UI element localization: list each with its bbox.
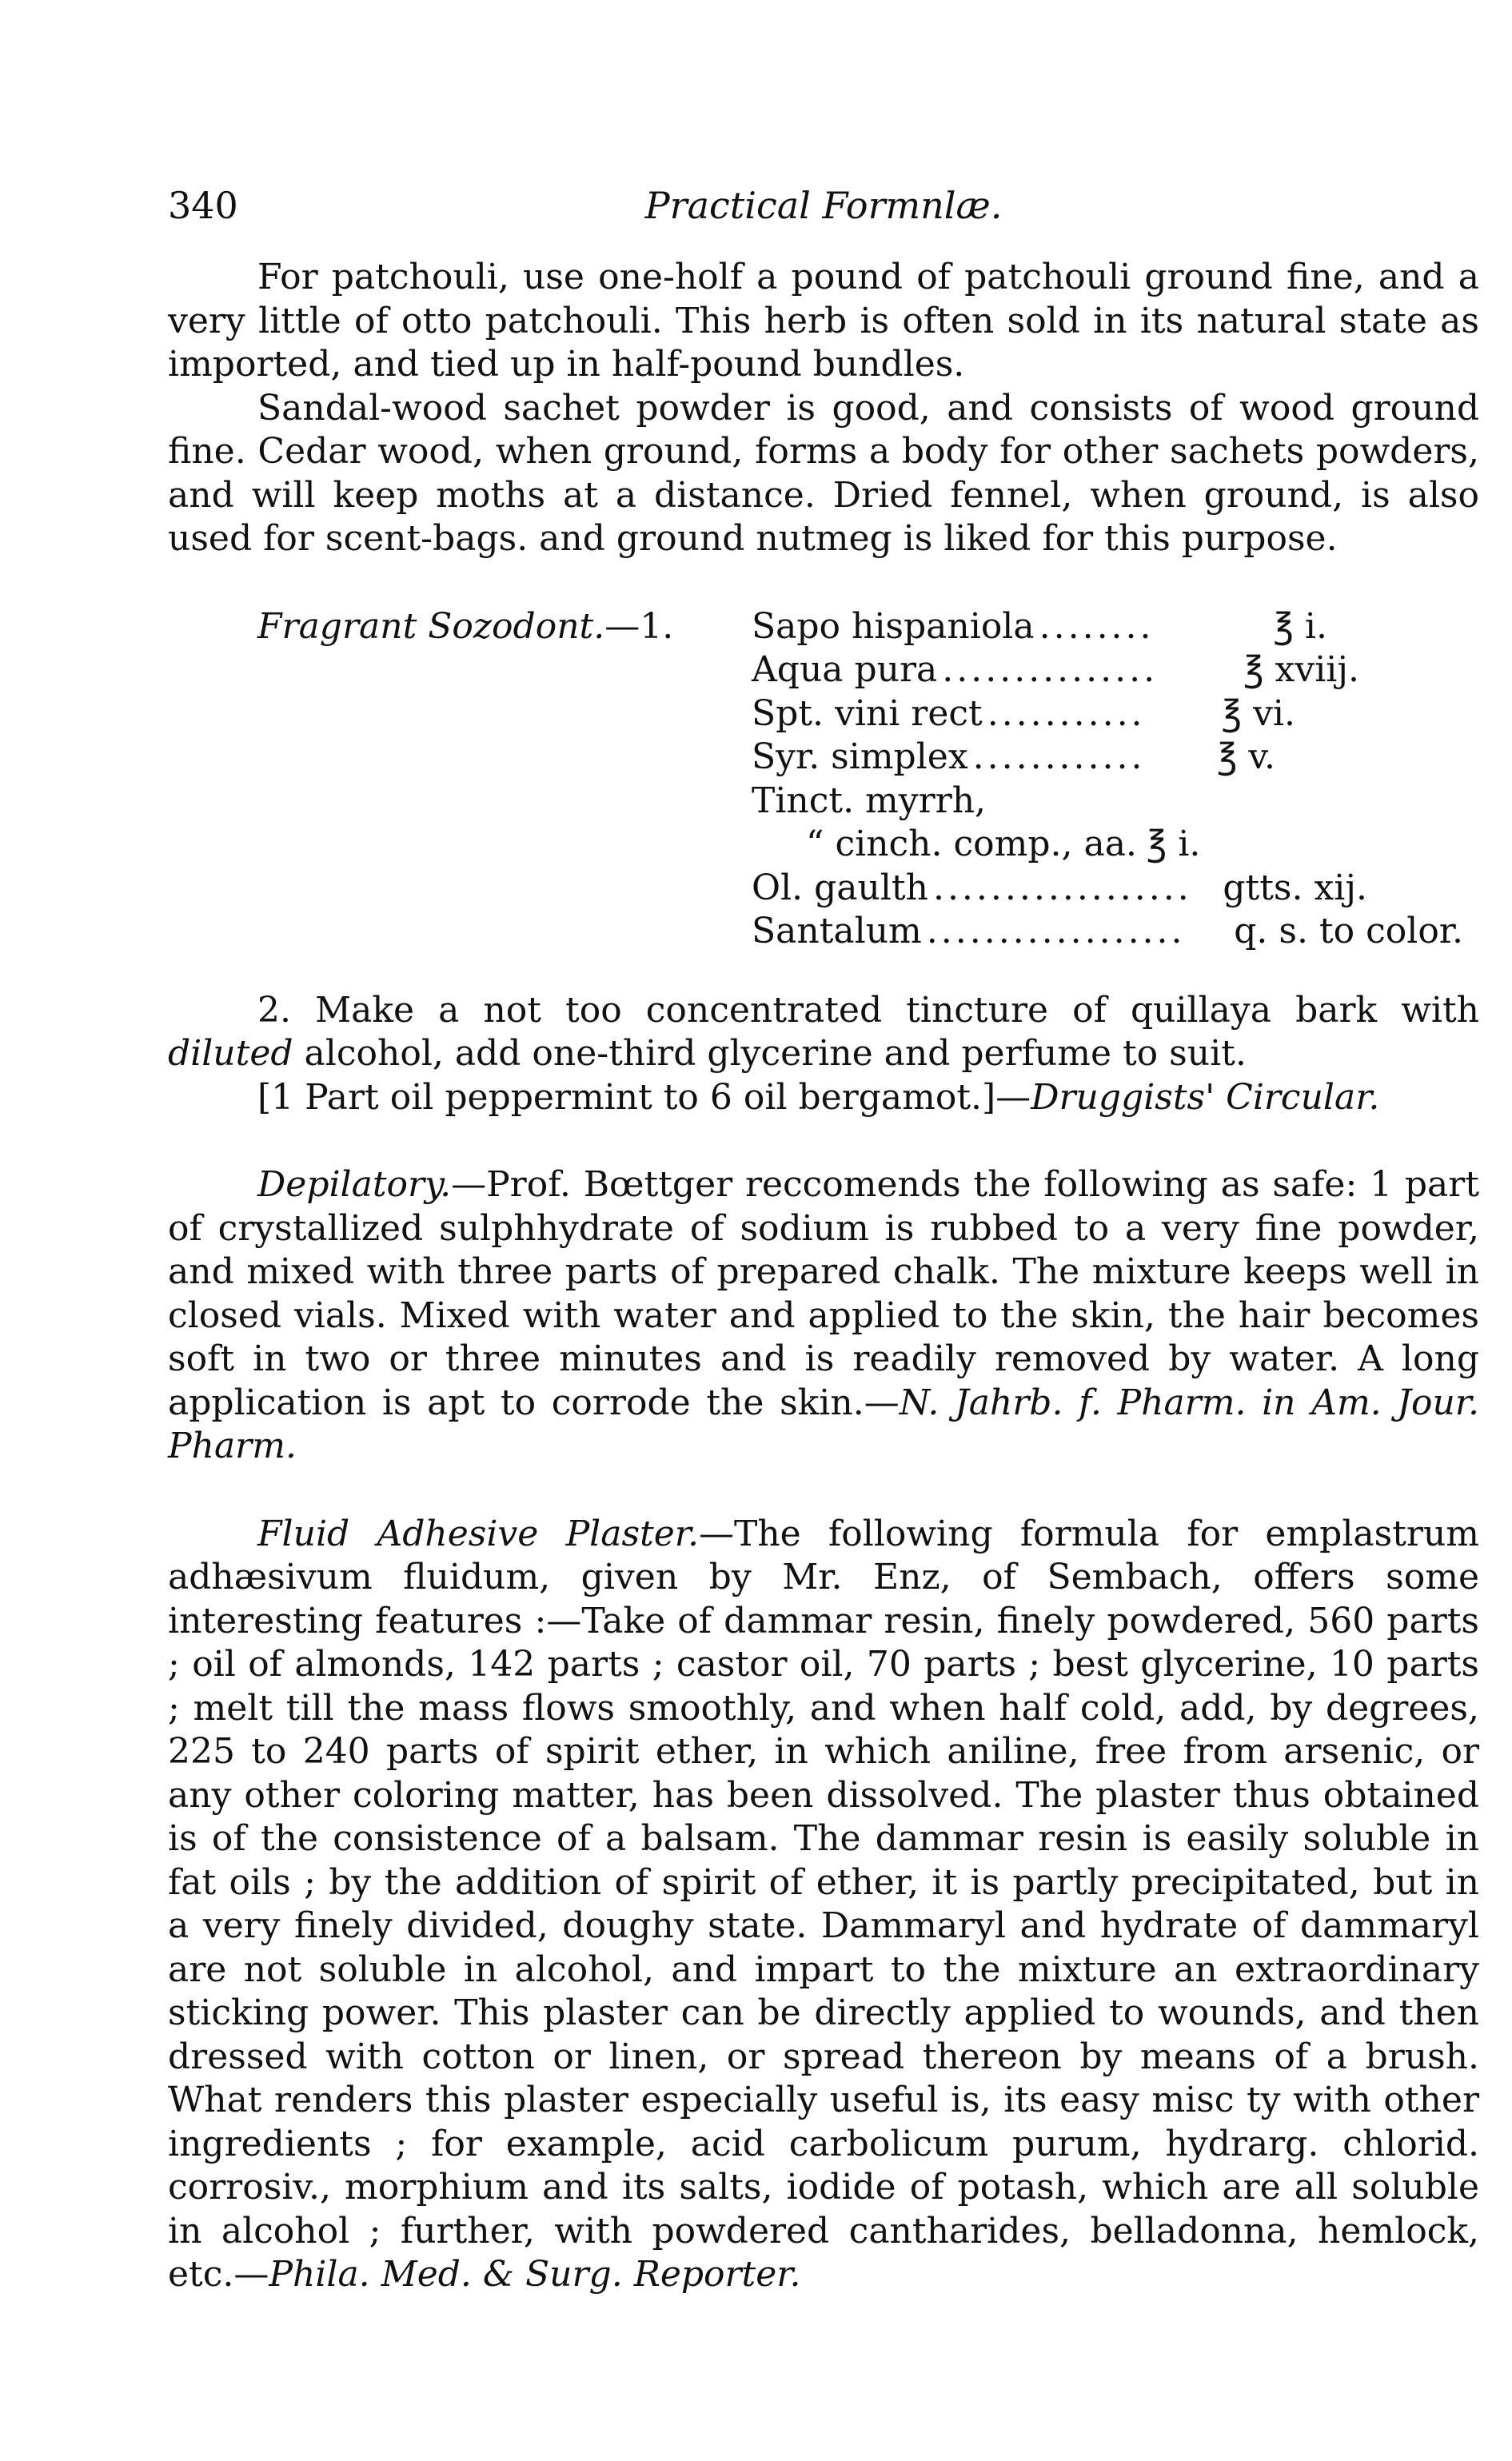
- ingredient-name: Santalum: [752, 911, 922, 951]
- sachet-paragraph-patchouli: For patchouli, use one-holf a pound of patchouli ground fine, and a very little of otto patchouli. This herb is often sold in its natural state as imported, and tied up in half-pound bundles.: [168, 257, 1479, 385]
- method-text-b: alcohol, add one-third glycerine and perfume to suit.: [304, 1033, 1247, 1074]
- plaster-text: —The following formula for emplastrum adhæsivum fluidum, given by Mr. Enz, of Sembach, offers some interesting features :—Take of dammar resin, finely powdered, 560 parts ; oil of almonds, 142 parts ; castor oil, 70 parts ; best glycerine, 10 parts ; melt till the mass flows smoothly, and when half cold, add, by degrees, 225 to 240 parts of spirit ether, in which aniline, free from arsenic, or any other coloring matter, has been dissolved. The plaster thus obtained is of the consistence of a balsam. The dammar resin is easily soluble in fat oils ; by the addition of spirit of ether, it is partly precipitated, but in a very finely divided, doughy state. Dammaryl and hydrate of dammaryl are not soluble in alcohol, and impart to the mixture an extraordinary sticking power. This plaster can be directly applied to wounds, and then dressed with cotton or linen, or spread thereon by means of a brush. What renders this plaster especially useful is, its easy misc ty with other ingredients ; for example, acid carbolicum purum, hydrarg. chlorid. corrosiv., morphium and its salts, iodide of potash, which are all soluble in alcohol ; further, with powdered cantharides, belladonna, hemlock, etc.—: [168, 1513, 1479, 2295]
- dot-leader: ...........: [987, 692, 1146, 734]
- ingredient-quantity: q. s. to color.: [1234, 911, 1463, 951]
- ingredient-quantity: gtts. xij.: [1223, 867, 1367, 908]
- depilatory-paragraph: [168, 1163, 1479, 1469]
- ingredient-row: [752, 692, 1295, 736]
- ingredient-name: Syr. simplex: [752, 736, 968, 777]
- note-text: [1 Part oil peppermint to 6 oil bergamot.]—: [257, 1076, 1031, 1118]
- depilatory-text: —Prof. Bœttger reccomends the following as safe: 1 part of crystallized sulphhydrate of sodium is rubbed to a very fine powder, and mixed with three parts of prepared chalk. The mixture keeps well in closed vials. Mixed with water and applied to the skin, the hair becomes soft in two or three minutes and is readily removed by water. A long application is apt to corrode the skin.—: [168, 1164, 1479, 1423]
- ingredient-row: [752, 605, 1327, 649]
- dot-leader: ..................: [932, 867, 1192, 908]
- ingredient-name: Ol. gaulth: [752, 867, 928, 908]
- sozodont-number: —1.: [604, 605, 674, 647]
- ingredient-row: [752, 736, 1275, 780]
- dot-leader: ...............: [942, 649, 1159, 690]
- ingredient-row: [752, 910, 1463, 954]
- sachet-paragraph-sandalwood: Sandal-wood sachet powder is good, and consists of wood ground fine. Cedar wood, when ground, forms a body for other sachets powders, and will keep moths at a distance. Dried fennel, when ground, is also used for scent-bags. and ground nutmeg is liked for this purpose.: [168, 387, 1479, 559]
- ingredient-quantity: ℥ i.: [1273, 605, 1327, 647]
- plaster-title: Fluid Adhesive Plaster.: [257, 1513, 699, 1554]
- sozodont-title: [257, 605, 673, 649]
- dot-leader: ........: [1039, 605, 1155, 647]
- sozodont-method-2: [168, 989, 1479, 1076]
- book-page: [168, 184, 1479, 2297]
- ingredient-row: [752, 648, 1359, 692]
- plaster-paragraph: [168, 1513, 1479, 2297]
- ingredient-name: Aqua pura: [752, 649, 938, 690]
- ingredient-quantity: ℥ vi.: [1221, 692, 1295, 734]
- method-text-a: Make a not too concentrated tincture of quillaya bark with: [315, 989, 1479, 1031]
- ingredient-quantity: ℥ i.: [1146, 824, 1201, 864]
- ingredient-row: [752, 780, 1479, 824]
- method-number: 2.: [257, 989, 291, 1031]
- ingredient-name: “ cinch. comp., aa.: [806, 824, 1137, 864]
- ingredient-name: Tinct. myrrh,: [752, 780, 987, 821]
- plaster-source: Phila. Med. & Surg. Reporter.: [269, 2254, 801, 2295]
- sozodont-note: [168, 1076, 1479, 1120]
- depilatory-source: N. Jahrb. f. Pharm. in Am. Jour. Pharm.: [168, 1382, 1479, 1466]
- depilatory-title: Depilatory.: [257, 1164, 452, 1205]
- running-title: Practical Formnlæ.: [644, 184, 1003, 227]
- ingredient-row: [752, 823, 1479, 867]
- dot-leader: ............: [972, 736, 1146, 777]
- ingredient-quantity: ℥ xviij.: [1243, 649, 1359, 690]
- sozodont-title-text: Fragrant Sozodont.: [257, 605, 605, 647]
- ingredient-list: [752, 605, 1479, 954]
- ingredient-name: Spt. vini rect: [752, 692, 983, 734]
- dot-leader: ..................: [926, 911, 1186, 951]
- ingredient-quantity: ℥ v.: [1216, 736, 1275, 777]
- method-emphasis: diluted: [168, 1033, 293, 1074]
- note-source: Druggists' Circular.: [1031, 1076, 1380, 1118]
- ingredient-name: Sapo hispaniola: [752, 605, 1035, 647]
- page-number: 340: [168, 184, 238, 227]
- running-head: [168, 184, 1479, 248]
- sozodont-formula: [168, 605, 1479, 1120]
- ingredient-row: [752, 867, 1367, 911]
